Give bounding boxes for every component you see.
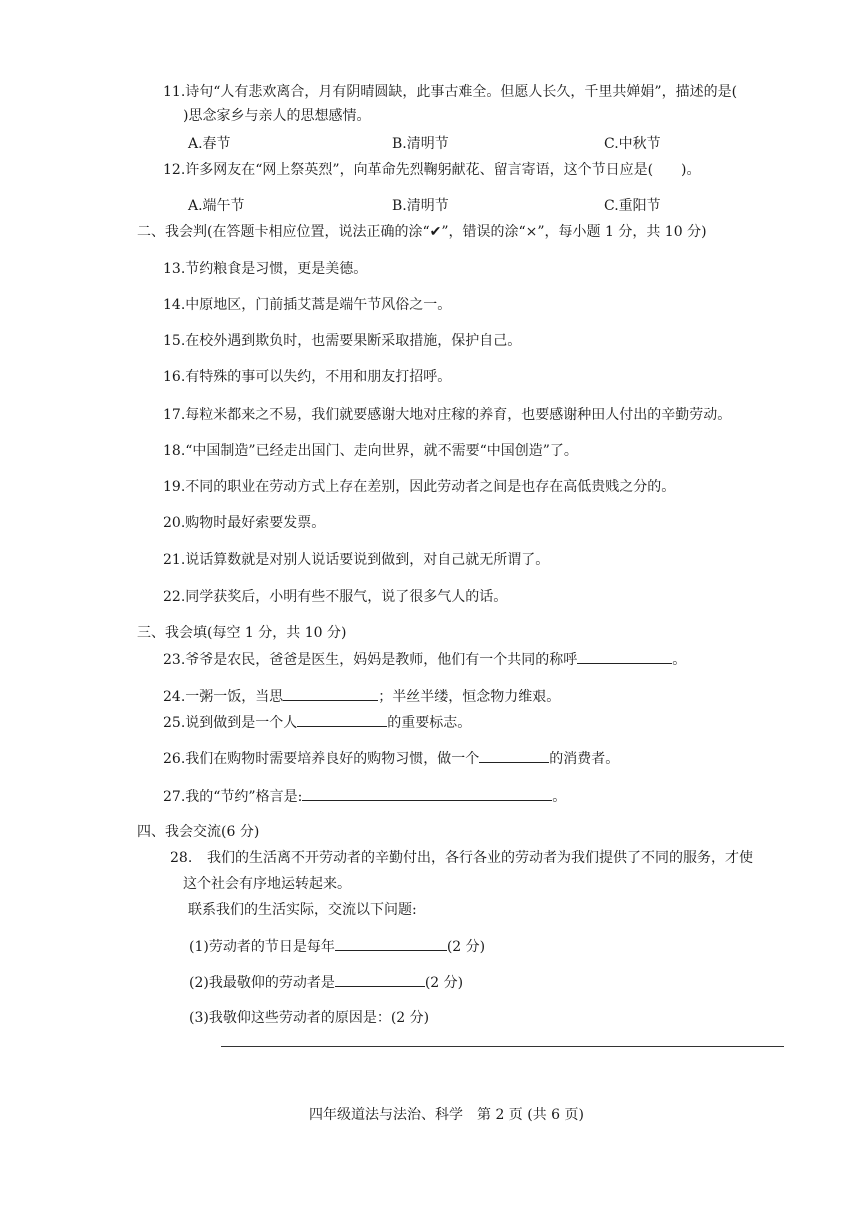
q28-passage-line2: 这个社会有序地运转起来。 [183,876,351,892]
q28-sub3: (3)我敬仰这些劳动者的原因是：(2 分) [189,1010,430,1026]
judge-item-19: 19.不同的职业在劳动方式上存在差别，因此劳动者之间是也存在高低贵贱之分的。 [163,479,676,495]
q12-stem: 12.许多网友在“网上祭英烈”，向革命先烈鞠躬献花、留言寄语，这个节日应是( )。 [163,162,701,178]
judge-item-16: 16.有特殊的事可以失约，不用和朋友打招呼。 [163,369,452,385]
fill-27-text: 27.我的“节约”格言是: [163,789,303,805]
q12-option-c: C.重阳节 [604,198,661,214]
judge-item-18: 18.“中国制造”已经走出国门、走向世界，就不需要“中国创造”了。 [163,443,578,459]
q28-prompt: 联系我们的生活实际，交流以下问题: [188,902,417,918]
fill-23-end: 。 [672,652,687,668]
q28-sub1-score: (2 分) [446,939,486,955]
section3-heading: 三、我会填(每空 1 分，共 10 分) [137,625,347,641]
fill-item-27 [163,785,566,807]
q28-sub2-score: (2 分) [424,975,464,991]
q28-sub1-text: (1)劳动者的节日是每年 [189,939,335,955]
fill-item-23 [163,648,686,670]
fill-item-26 [163,747,619,769]
judge-item-15: 15.在校外遇到欺负时，也需要果断采取措施，保护自己。 [163,333,522,349]
q11-option-b: B.清明节 [392,136,449,152]
fill-25-blank[interactable] [297,711,387,727]
q28-sub2-text: (2)我最敬仰的劳动者是 [189,975,335,991]
judge-item-21: 21.说话算数就是对别人说话要说到做到，对自己就无所谓了。 [163,552,550,568]
judge-item-20: 20.购物时最好索要发票。 [163,515,326,531]
judge-item-13: 13.节约粮食是习惯，更是美德。 [163,261,368,277]
fill-item-25 [163,711,471,733]
fill-25-end: 的重要标志。 [387,715,472,731]
fill-23-text: 23.爷爷是农民，爸爸是医生，妈妈是教师，他们有一个共同的称呼 [163,652,578,668]
q28-sub1 [189,935,485,957]
fill-item-24 [163,685,560,707]
q28-sub1-blank[interactable] [335,935,447,951]
q12-option-b: B.清明节 [392,198,449,214]
q28-sub2 [189,971,463,993]
fill-27-end: 。 [552,789,567,805]
section4-heading: 四、我会交流(6 分) [137,824,260,840]
fill-24-blank[interactable] [283,685,378,701]
fill-26-text: 26.我们在购物时需要培养良好的购物习惯，做一个 [163,751,480,767]
section2-heading: 二、我会判(在答题卡相应位置，说法正确的涂“✔”，错误的涂“×”，每小题 1 分，共 10 分) [137,224,707,240]
q28-number: 28. [170,850,193,866]
q28-sub2-blank[interactable] [335,971,425,987]
q28-passage-line1: 我们的生活离不开劳动者的辛勤付出，各行各业的劳动者为我们提供了不同的服务，才使 [207,850,753,866]
fill-24-end: ；半丝半缕，恒念物力维艰。 [378,689,561,705]
q11-stem-line2: )思念家乡与亲人的思想感情。 [183,108,371,124]
q11-stem-line1: 11.诗句“人有悲欢离合，月有阴晴圆缺，此事古难全。但愿人长久，千里共婵娟”，描述的是( [163,84,738,100]
judge-item-17: 17.每粒米都来之不易，我们就要感谢大地对庄稼的养育，也要感谢种田人付出的辛勤劳动。 [163,407,732,423]
fill-27-blank[interactable] [302,785,552,801]
q12-option-a: A.端午节 [188,198,245,214]
fill-26-end: 的消费者。 [549,751,620,767]
judge-item-22: 22.同学获奖后，小明有些不服气，说了很多气人的话。 [163,589,508,605]
q11-option-a: A.春节 [188,136,231,152]
q28-answer-line[interactable] [221,1046,784,1047]
page-footer: 四年级道法与法治、科学 第 2 页 (共 6 页) [309,1107,584,1123]
judge-item-14: 14.中原地区，门前插艾蒿是端午节风俗之一。 [163,297,452,313]
fill-26-blank[interactable] [479,747,549,763]
q11-option-c: C.中秋节 [604,136,661,152]
fill-25-text: 25.说到做到是一个人 [163,715,298,731]
fill-23-blank[interactable] [577,648,672,664]
fill-24-text: 24.一粥一饭，当思 [163,689,284,705]
